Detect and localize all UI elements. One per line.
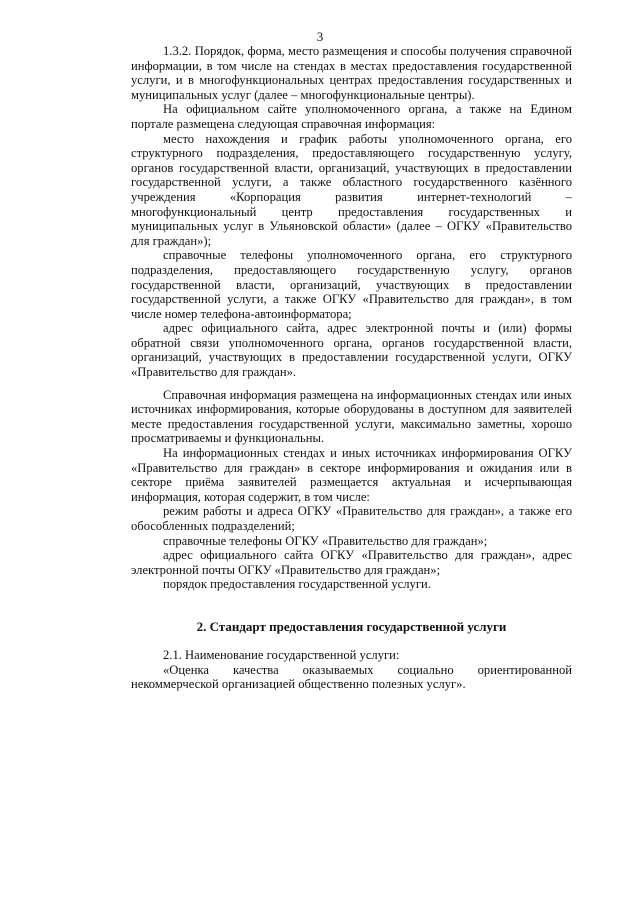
section-title: 2. Стандарт предоставления государственной услуги [196, 619, 507, 634]
body-text [131, 44, 572, 592]
page-number: 3 [316, 29, 324, 44]
paragraph: 1.3.2. Порядок, форма, место размещения и способы получения справочной информации, в том числе на стендах в местах предоставления государственной услуги, и в многофункциональных центрах предоставления государственных и муниципальных услуг (далее – многофункциональные центры). [131, 44, 572, 102]
paragraph: «Оценка качества оказываемых социально ориентированной некоммерческой организацией общественно полезных услуг». [131, 662, 572, 692]
paragraph: 2.1. Наименование государственной услуги: [163, 648, 400, 662]
paragraph: На официальном сайте уполномоченного органа, а также на Едином портале размещена следующая справочная информация: [131, 102, 572, 131]
paragraph: адрес официального сайта ОГКУ «Правительство для граждан», адрес электронной почты ОГКУ «Правительство для граждан»; [131, 548, 572, 577]
section-body-text [131, 648, 572, 692]
paragraph: место нахождения и график работы уполномоченного органа, его структурного подразделения, предоставляющего государственную услугу, органов государственной власти, организаций, участвующих в предоставлении государственной услуги, а также областного государственного казённого учреждения «Корпорация развития интернет-технологий – многофункциональный центр предоставления государственных и муниципальных услуг в Ульяновской области» (далее – ОГКУ «Правительство для граждан»); [131, 131, 572, 248]
paragraph: порядок предоставления государственной услуги. [163, 577, 431, 592]
paragraph: адрес официального сайта, адрес электронной почты и (или) формы обратной связи уполномоченного органа, органов государственной власти, организаций, участвующих в предоставлении государственной услуги, ОГКУ «Правительство для граждан». [131, 321, 572, 380]
paragraph: Справочная информация размещена на информационных стендах или иных источниках информирования, которые оборудованы в доступном для заявителей месте предоставления государственной услуги, максимально заметны, хорошо просматриваемы и функциональны. [131, 387, 572, 446]
paragraph: На информационных стендах и иных источниках информирования ОГКУ «Правительство для граждан» в секторе информирования и ожидания или в секторе приёма заявителей размещается актуальная и исчерпывающая информация, которая содержит, в том числе: [131, 446, 572, 504]
paragraph: справочные телефоны ОГКУ «Правительство для граждан»; [163, 533, 488, 548]
paragraph: режим работы и адреса ОГКУ «Правительство для граждан», а также его обособленных подразделений; [131, 504, 572, 533]
paragraph: справочные телефоны уполномоченного органа, его структурного подразделения, предоставляющего государственную услугу, органов государственной власти, организаций, участвующих в предоставлении государственной услуги, а также ОГКУ «Правительство для граждан», в том числе номер телефона-автоинформатора; [131, 248, 572, 321]
